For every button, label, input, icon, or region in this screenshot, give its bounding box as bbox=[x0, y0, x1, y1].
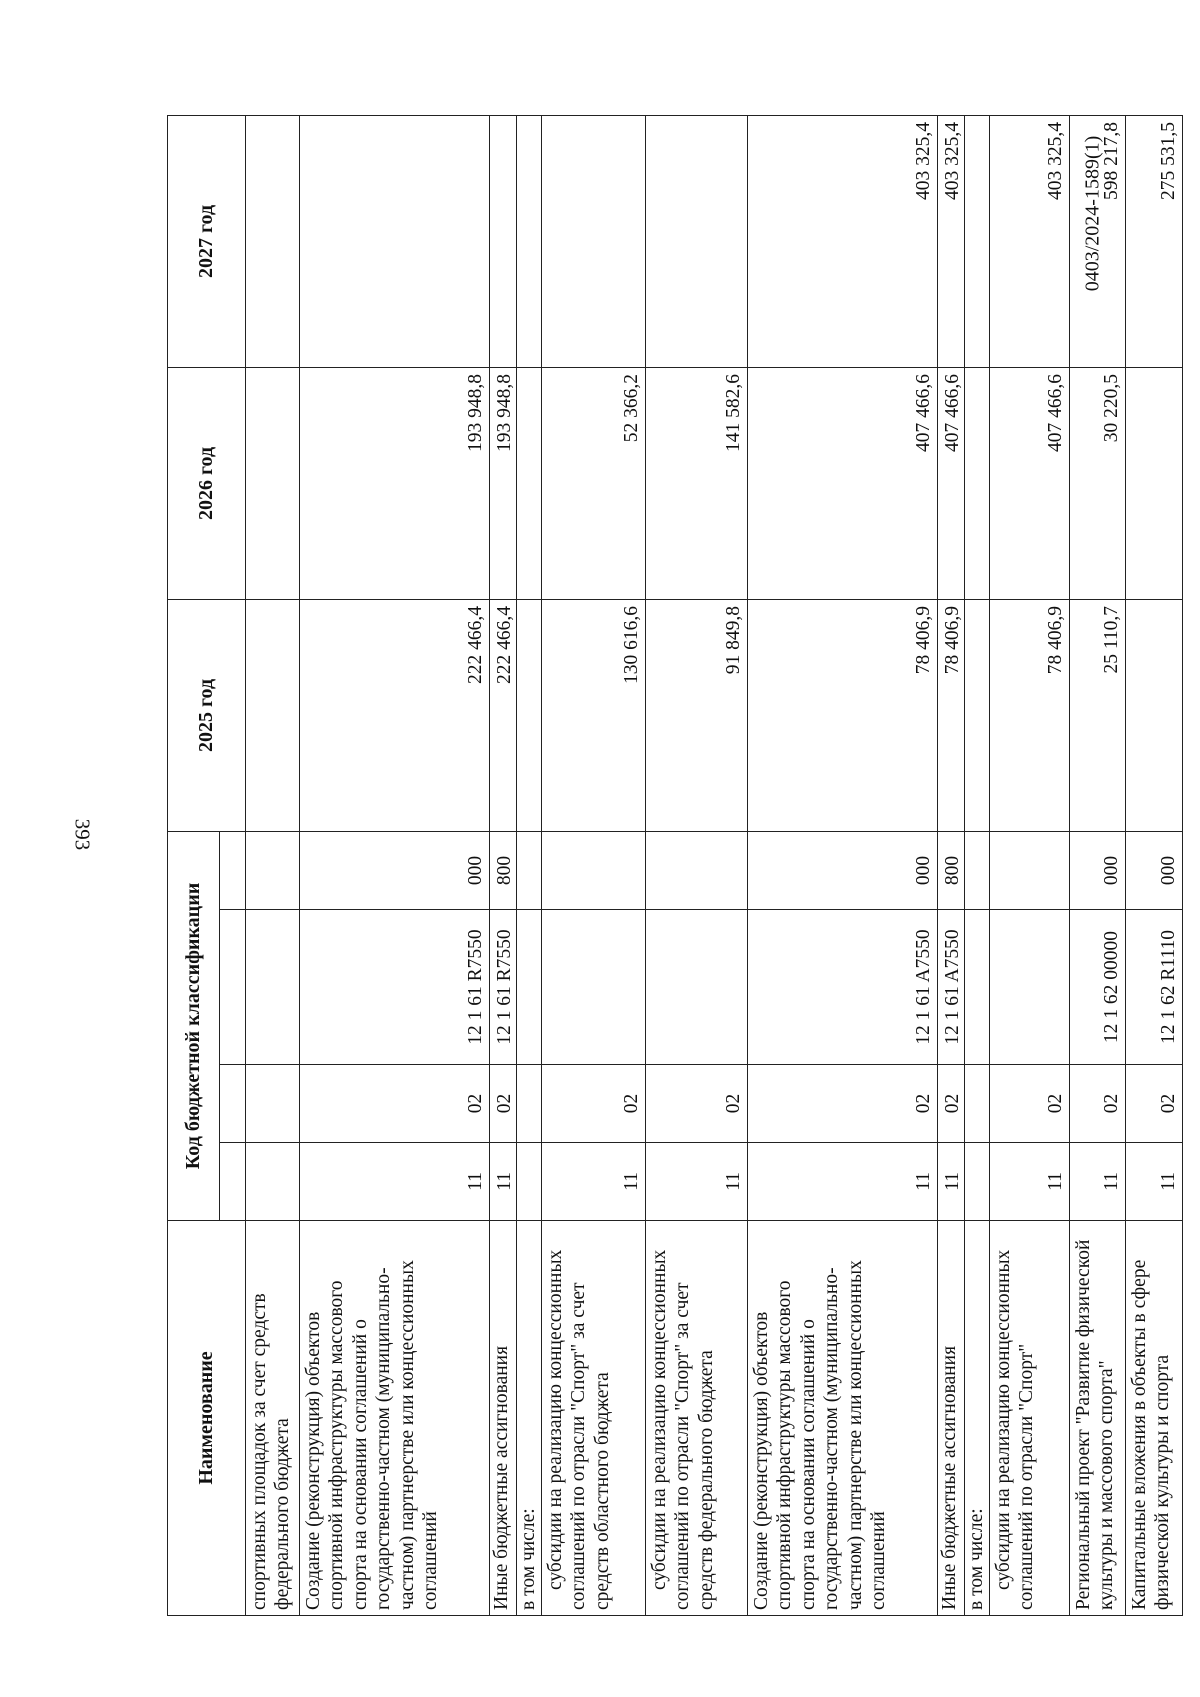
code-section-cell bbox=[517, 1143, 542, 1221]
value-2026-cell: 407 466,6 bbox=[748, 367, 938, 599]
value-2027-cell bbox=[517, 115, 542, 367]
code-expense-type-cell bbox=[542, 831, 646, 909]
code-target-cell: 12 1 61 R7550 bbox=[490, 910, 517, 1065]
code-expense-type-cell bbox=[246, 831, 300, 909]
code-subsection-cell: 02 bbox=[1126, 1065, 1183, 1143]
code-target-cell: 12 1 61 A7550 bbox=[938, 910, 965, 1065]
table-body bbox=[246, 115, 1183, 1615]
value-2025-cell bbox=[965, 599, 990, 831]
code-target-cell: 12 1 61 A7550 bbox=[748, 910, 938, 1065]
value-2026-cell bbox=[517, 367, 542, 599]
name-cell: субсидии на реализацию концессионных соглашений по отрасли "Спорт" за счет средств областного бюджета bbox=[542, 1221, 646, 1616]
value-2026-cell bbox=[1126, 367, 1183, 599]
header-2025: 2025 год bbox=[168, 599, 246, 831]
value-2025-cell bbox=[246, 599, 300, 831]
code-expense-type-cell: 800 bbox=[938, 831, 965, 909]
value-2025-cell: 222 466,4 bbox=[300, 599, 490, 831]
name-cell: Региональный проект "Развитие физической культуры и массового спорта" bbox=[1070, 1221, 1126, 1616]
code-section-cell bbox=[246, 1143, 300, 1221]
code-expense-type-cell bbox=[990, 831, 1070, 909]
header-2027: 2027 год bbox=[168, 115, 246, 367]
value-2026-cell: 407 466,6 bbox=[990, 367, 1070, 599]
code-section-cell: 11 bbox=[1070, 1143, 1126, 1221]
table-row bbox=[646, 115, 748, 1615]
value-2027-cell: 403 325,4 bbox=[990, 115, 1070, 367]
value-2027-cell bbox=[646, 115, 748, 367]
code-target-cell bbox=[965, 910, 990, 1065]
code-target-cell bbox=[517, 910, 542, 1065]
code-subsection-cell: 02 bbox=[938, 1065, 965, 1143]
name-cell: Создание (реконструкция) объектов спортивной инфраструктуры массового спорта на основании соглашений о государственно-частном (муниципально-частном) партнерстве или концессионных соглашений bbox=[748, 1221, 938, 1616]
value-2027-cell: 403 325,4 bbox=[748, 115, 938, 367]
value-2026-cell bbox=[965, 367, 990, 599]
value-2025-cell: 78 406,9 bbox=[938, 599, 965, 831]
value-2026-cell: 193 948,8 bbox=[300, 367, 490, 599]
page-number: 393 bbox=[70, 818, 95, 851]
name-cell: Создание (реконструкция) объектов спортивной инфраструктуры массового спорта на основании соглашений о государственно-частном (муниципально-частном) партнерстве или концессионных соглашений bbox=[300, 1221, 490, 1616]
value-2026-cell: 30 220,5 bbox=[1070, 367, 1126, 599]
value-2025-cell: 25 110,7 bbox=[1070, 599, 1126, 831]
value-2025-cell bbox=[1126, 599, 1183, 831]
value-2026-cell: 193 948,8 bbox=[490, 367, 517, 599]
value-2027-cell bbox=[246, 115, 300, 367]
table-row bbox=[300, 115, 490, 1615]
table-row bbox=[1126, 115, 1183, 1615]
value-2027-cell bbox=[490, 115, 517, 367]
code-subsection-cell bbox=[517, 1065, 542, 1143]
table-row bbox=[965, 115, 990, 1615]
code-section-cell: 11 bbox=[1126, 1143, 1183, 1221]
code-expense-type-cell: 800 bbox=[490, 831, 517, 909]
code-target-cell bbox=[990, 910, 1070, 1065]
code-section-cell: 11 bbox=[990, 1143, 1070, 1221]
name-cell: в том числе: bbox=[965, 1221, 990, 1616]
value-2026-cell: 407 466,6 bbox=[938, 367, 965, 599]
value-2027-cell: 598 217,8 bbox=[1070, 115, 1126, 367]
header-code-sub-1 bbox=[220, 1143, 246, 1221]
value-2027-cell bbox=[300, 115, 490, 367]
code-target-cell: 12 1 61 R7550 bbox=[300, 910, 490, 1065]
code-section-cell: 11 bbox=[490, 1143, 517, 1221]
value-2026-cell: 141 582,6 bbox=[646, 367, 748, 599]
code-expense-type-cell: 000 bbox=[1126, 831, 1183, 909]
value-2025-cell bbox=[517, 599, 542, 831]
code-subsection-cell bbox=[965, 1065, 990, 1143]
value-2027-cell: 403 325,4 bbox=[938, 115, 965, 367]
name-cell: Иные бюджетные ассигнования bbox=[938, 1221, 965, 1616]
name-cell: субсидии на реализацию концессионных соглашений по отрасли "Спорт" bbox=[990, 1221, 1070, 1616]
code-subsection-cell: 02 bbox=[990, 1065, 1070, 1143]
value-2027-cell bbox=[542, 115, 646, 367]
table-row bbox=[517, 115, 542, 1615]
name-cell: Иные бюджетные ассигнования bbox=[490, 1221, 517, 1616]
value-2027-cell: 275 531,5 bbox=[1126, 115, 1183, 367]
code-target-cell: 12 1 62 R1110 bbox=[1126, 910, 1183, 1065]
budget-table bbox=[167, 115, 1183, 1616]
code-section-cell: 11 bbox=[748, 1143, 938, 1221]
value-2025-cell: 130 616,6 bbox=[542, 599, 646, 831]
code-target-cell: 12 1 62 00000 bbox=[1070, 910, 1126, 1065]
code-target-cell bbox=[646, 910, 748, 1065]
code-section-cell: 11 bbox=[646, 1143, 748, 1221]
table-row bbox=[938, 115, 965, 1615]
code-section-cell bbox=[965, 1143, 990, 1221]
name-cell: Капитальные вложения в объекты в сфере физической культуры и спорта bbox=[1126, 1221, 1183, 1616]
value-2025-cell: 78 406,9 bbox=[990, 599, 1070, 831]
header-name: Наименование bbox=[168, 1221, 246, 1616]
code-section-cell: 11 bbox=[542, 1143, 646, 1221]
code-subsection-cell bbox=[246, 1065, 300, 1143]
code-expense-type-cell: 000 bbox=[1070, 831, 1126, 909]
value-2026-cell bbox=[246, 367, 300, 599]
table-row bbox=[1070, 115, 1126, 1615]
header-budget-code: Код бюджетной классификации bbox=[168, 831, 220, 1220]
code-expense-type-cell bbox=[646, 831, 748, 909]
value-2025-cell: 91 849,8 bbox=[646, 599, 748, 831]
code-section-cell: 11 bbox=[300, 1143, 490, 1221]
table-row bbox=[748, 115, 938, 1615]
code-target-cell bbox=[542, 910, 646, 1065]
code-target-cell bbox=[246, 910, 300, 1065]
code-subsection-cell: 02 bbox=[748, 1065, 938, 1143]
header-2026: 2026 год bbox=[168, 367, 246, 599]
table-row bbox=[246, 115, 300, 1615]
code-subsection-cell: 02 bbox=[1070, 1065, 1126, 1143]
code-expense-type-cell: 000 bbox=[300, 831, 490, 909]
header-code-sub-4 bbox=[220, 831, 246, 909]
value-2026-cell: 52 366,2 bbox=[542, 367, 646, 599]
header-code-sub-3 bbox=[220, 910, 246, 1065]
code-section-cell: 11 bbox=[938, 1143, 965, 1221]
code-subsection-cell: 02 bbox=[542, 1065, 646, 1143]
value-2025-cell: 78 406,9 bbox=[748, 599, 938, 831]
table-row bbox=[542, 115, 646, 1615]
header-code-sub-2 bbox=[220, 1065, 246, 1143]
code-expense-type-cell: 000 bbox=[748, 831, 938, 909]
value-2025-cell: 222 466,4 bbox=[490, 599, 517, 831]
name-cell: в том числе: bbox=[517, 1221, 542, 1616]
code-expense-type-cell bbox=[517, 831, 542, 909]
document-code: 0403/2024-1589(1) bbox=[1081, 135, 1104, 292]
code-subsection-cell: 02 bbox=[490, 1065, 517, 1143]
code-expense-type-cell bbox=[965, 831, 990, 909]
code-subsection-cell: 02 bbox=[646, 1065, 748, 1143]
value-2027-cell bbox=[965, 115, 990, 367]
table-row bbox=[990, 115, 1070, 1615]
name-cell: спортивных площадок за счет средств федерального бюджета bbox=[246, 1221, 300, 1616]
code-subsection-cell: 02 bbox=[300, 1065, 490, 1143]
name-cell: субсидии на реализацию концессионных соглашений по отрасли "Спорт" за счет средств федерального бюджета bbox=[646, 1221, 748, 1616]
table-row bbox=[490, 115, 517, 1615]
